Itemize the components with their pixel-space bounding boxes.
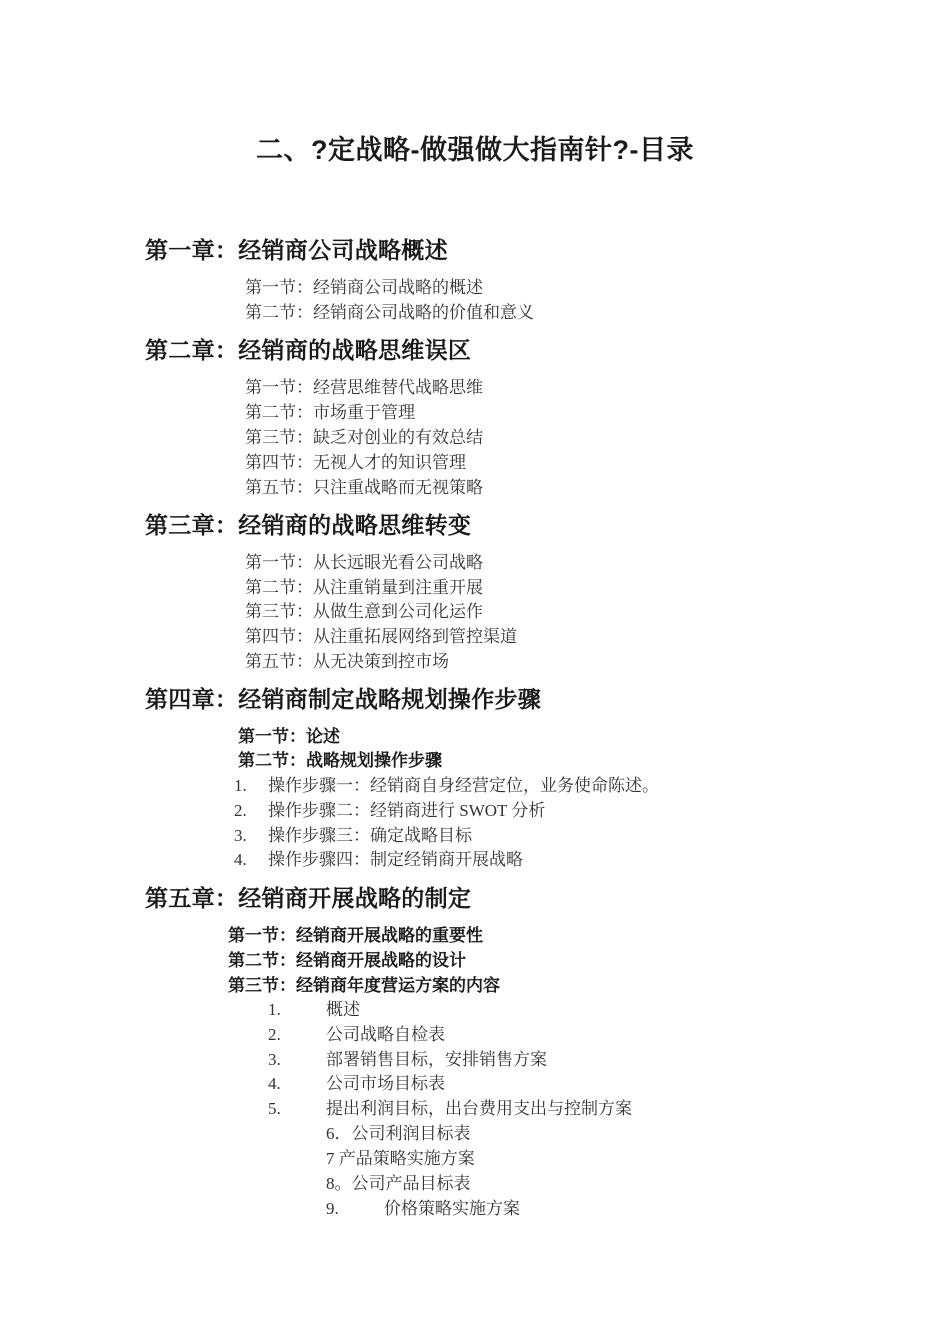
chapter-3-section-2: 第二节：从注重销量到注重开展 [245, 578, 483, 597]
chapter-5-section-2: 第二节：经销商开展战略的设计 [228, 951, 466, 970]
chapter-1-section-2: 第二节：经销商公司战略的价值和意义 [245, 303, 534, 322]
list-number: 2. [268, 1025, 281, 1044]
chapter-2-section-5: 第五节：只注重战略而无视策略 [245, 478, 483, 497]
chapter-5-title: 第五章：经销商开展战略的制定 [145, 885, 472, 911]
chapter-1-section-1: 第一节：经销商公司战略的概述 [245, 278, 483, 297]
chapter-5-section-3: 第三节：经销商年度营运方案的内容 [228, 976, 500, 995]
chapter-4-step-4 [234, 847, 523, 872]
chapter-5-sublist-item-7 [326, 1146, 475, 1171]
chapter-2-section-4: 第四节：无视人才的知识管理 [245, 453, 466, 472]
chapter-4-section-2: 第二节：战略规划操作步骤 [238, 751, 442, 770]
chapter-5-list-item-4 [268, 1071, 445, 1096]
step-number: 3. [234, 826, 247, 845]
chapter-5-list-item-5 [268, 1096, 632, 1121]
step-text: 操作步骤四：制定经销商开展战略 [268, 850, 523, 869]
chapter-5-sublist-item-6 [326, 1121, 471, 1146]
chapter-3-title: 第三章：经销商的战略思维转变 [145, 512, 472, 538]
chapter-1-title: 第一章：经销商公司战略概述 [145, 237, 448, 263]
chapter-3-section-4: 第四节：从注重拓展网络到管控渠道 [245, 627, 517, 646]
list-text: 7 产品策略实施方案 [326, 1149, 475, 1168]
chapter-4-step-1 [234, 773, 659, 798]
list-number: 5. [268, 1099, 281, 1118]
chapter-4-section-1: 第一节：论述 [238, 727, 340, 746]
chapter-5-sublist-item-8 [326, 1171, 471, 1196]
chapter-2-section-1: 第一节：经营思维替代战略思维 [245, 378, 483, 397]
chapter-2-title: 第二章：经销商的战略思维误区 [145, 337, 472, 363]
list-number: 9. [326, 1199, 339, 1218]
list-text: 8。公司产品目标表 [326, 1174, 471, 1193]
chapter-2-section-2: 第二节：市场重于管理 [245, 403, 415, 422]
step-text: 操作步骤三：确定战略目标 [268, 826, 472, 845]
chapter-4-step-2 [234, 798, 545, 823]
chapter-5-list-item-1 [268, 997, 360, 1022]
step-number: 4. [234, 850, 247, 869]
list-number: 4. [268, 1074, 281, 1093]
list-number: 1. [268, 1000, 281, 1019]
chapter-5-sublist-item-9 [326, 1196, 520, 1221]
list-text: 提出利润目标，出台费用支出与控制方案 [326, 1099, 632, 1118]
chapter-4-title: 第四章：经销商制定战略规划操作步骤 [145, 686, 542, 712]
chapter-3-section-5: 第五节：从无决策到控市场 [245, 652, 449, 671]
list-text: 6．公司利润目标表 [326, 1124, 471, 1143]
chapter-5-list-item-2 [268, 1022, 445, 1047]
step-number: 2. [234, 801, 247, 820]
list-text: 价格策略实施方案 [384, 1199, 520, 1218]
step-text: 操作步骤一：经销商自身经营定位，业务使命陈述。 [268, 776, 659, 795]
chapter-2-section-3: 第三节：缺乏对创业的有效总结 [245, 428, 483, 447]
chapter-4-step-3 [234, 823, 472, 848]
list-text: 概述 [326, 1000, 360, 1019]
chapter-5-list-item-3 [268, 1047, 547, 1072]
chapter-5-section-1: 第一节：经销商开展战略的重要性 [228, 926, 483, 945]
list-text: 公司战略自检表 [326, 1025, 445, 1044]
step-number: 1. [234, 776, 247, 795]
list-number: 3. [268, 1050, 281, 1069]
document-title: 二、?定战略-做强做大指南针?-目录 [256, 135, 694, 165]
list-text: 部署销售目标，安排销售方案 [326, 1050, 547, 1069]
list-text: 公司市场目标表 [326, 1074, 445, 1093]
step-text: 操作步骤二：经销商进行 SWOT 分析 [268, 801, 546, 820]
chapter-3-section-3: 第三节：从做生意到公司化运作 [245, 602, 483, 621]
chapter-3-section-1: 第一节：从长远眼光看公司战略 [245, 553, 483, 572]
